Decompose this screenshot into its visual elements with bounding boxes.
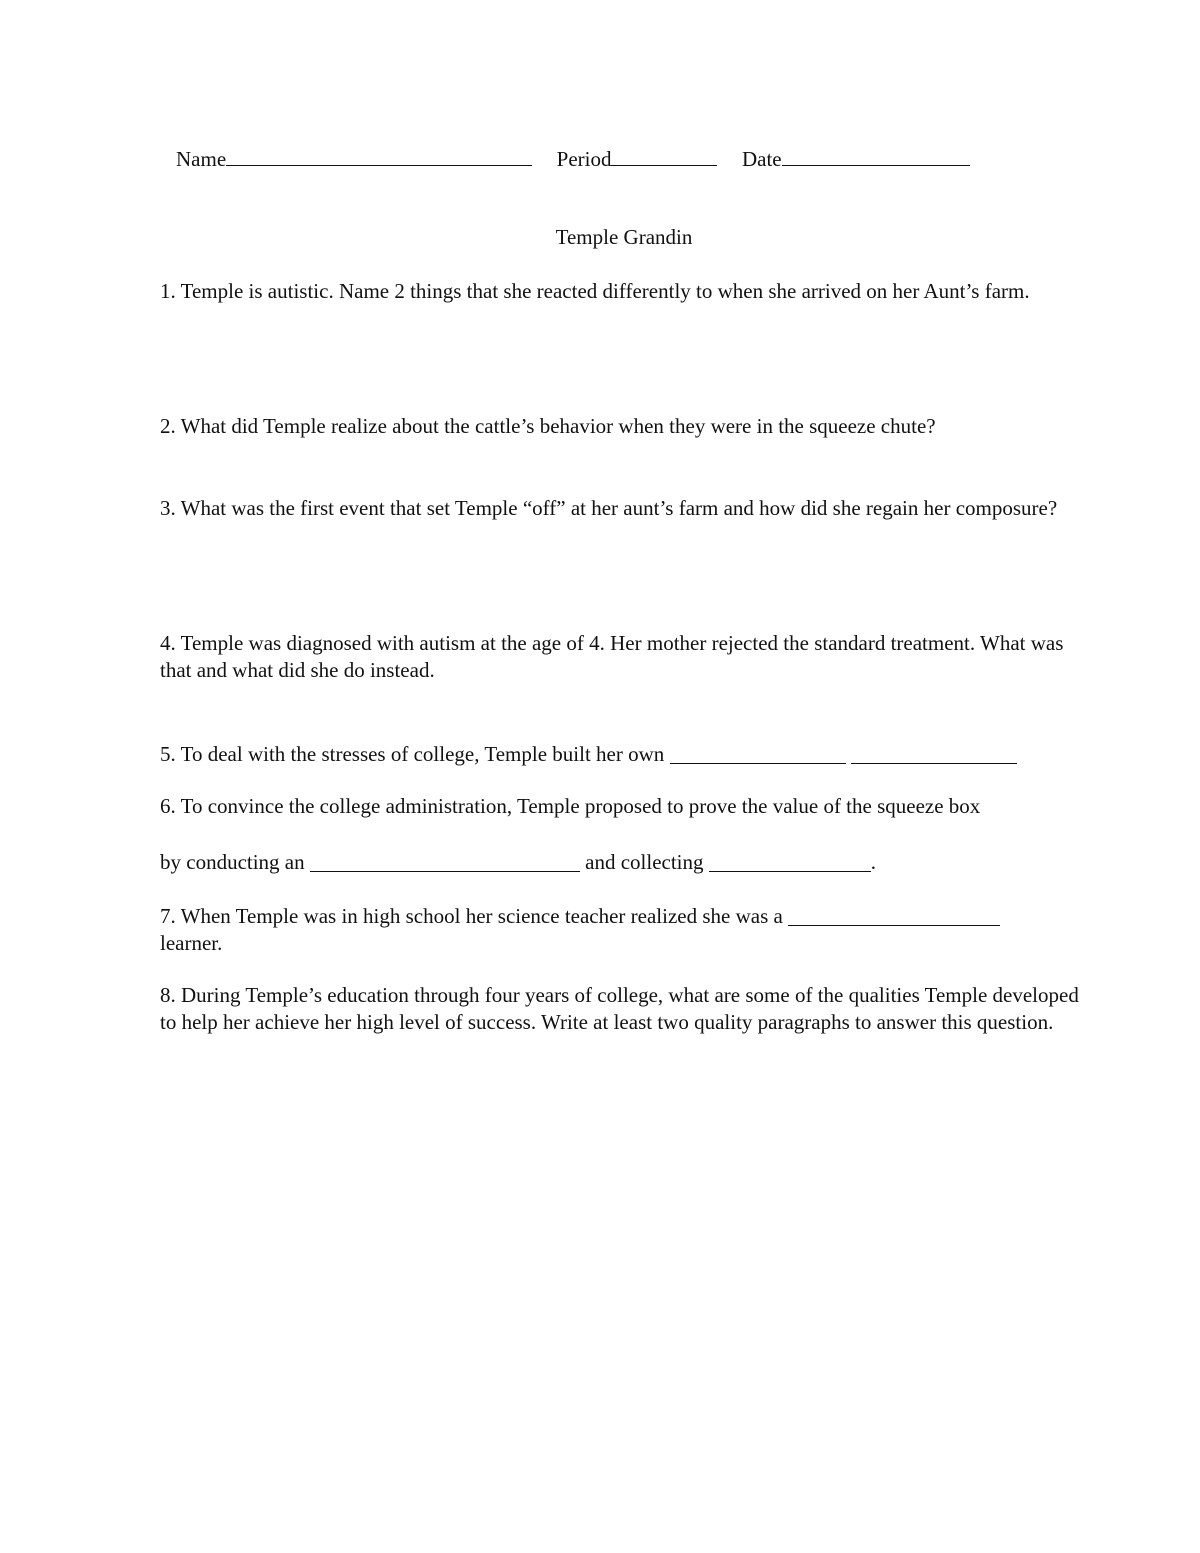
name-blank[interactable] xyxy=(226,143,532,166)
header-fields xyxy=(176,143,970,173)
answer-6-blank-1[interactable] xyxy=(310,849,580,872)
date-blank[interactable] xyxy=(782,143,970,166)
period-blank[interactable] xyxy=(611,143,717,166)
question-6-period: . xyxy=(870,850,877,874)
question-6-text-b: and collecting xyxy=(585,850,704,874)
date-label: Date xyxy=(741,147,782,171)
answer-5-blank-2[interactable] xyxy=(851,741,1017,764)
answer-6-blank-2[interactable] xyxy=(709,849,871,872)
question-6-text-a: by conducting an xyxy=(160,850,305,874)
question-7-text-b: learner. xyxy=(160,931,223,955)
question-8: 8. During Temple’s education through four years of college, what are some of the qualities Temple developed to help her achieve her high level of success. Write at least two quality paragraphs to answer this question. xyxy=(160,983,1079,1034)
answer-7-blank[interactable] xyxy=(788,903,1000,926)
question-4: 4. Temple was diagnosed with autism at the age of 4. Her mother rejected the standard treatment. What was that and what did she do instead. xyxy=(160,631,1064,682)
page-title: Temple Grandin xyxy=(555,225,693,249)
question-7 xyxy=(160,900,1095,957)
period-label: Period xyxy=(556,147,612,171)
question-2: 2. What did Temple realize about the cattle’s behavior when they were in the squeeze chute? xyxy=(160,414,936,438)
question-5-text: 5. To deal with the stresses of college, Temple built her own xyxy=(160,742,665,766)
question-7-text-a: 7. When Temple was in high school her science teacher realized she was a xyxy=(160,904,783,928)
name-label: Name xyxy=(176,147,227,171)
question-3: 3. What was the first event that set Temple “off” at her aunt’s farm and how did she regain her composure? xyxy=(160,496,1058,520)
question-6-continued xyxy=(160,846,1095,876)
question-1: 1. Temple is autistic. Name 2 things that she reacted differently to when she arrived on her Aunt’s farm. xyxy=(160,279,1030,303)
question-5 xyxy=(160,738,1095,768)
question-6: 6. To convince the college administration, Temple proposed to prove the value of the squeeze box xyxy=(160,794,981,818)
answer-5-blank-1[interactable] xyxy=(670,741,846,764)
